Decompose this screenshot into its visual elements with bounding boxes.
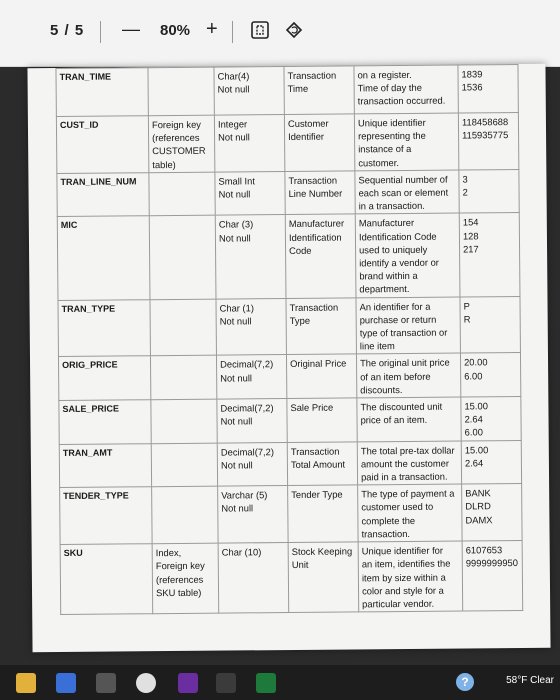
field-name-cell xyxy=(56,68,148,117)
cell-line: Index, xyxy=(155,547,182,559)
field-name: TRAN_TYPE xyxy=(61,303,116,314)
display-name-cell xyxy=(287,442,357,486)
type-cell xyxy=(216,298,286,355)
display-name-cell xyxy=(285,214,356,298)
app-icon[interactable] xyxy=(216,673,236,693)
cell-line: Identifier xyxy=(288,130,325,143)
cell-line: The original unit price xyxy=(360,357,450,369)
display-name-cell xyxy=(288,542,359,613)
cell-line: Integer xyxy=(217,118,248,130)
type-cell xyxy=(215,215,286,299)
cell-line: 20.00 xyxy=(463,356,488,368)
example-cell xyxy=(462,541,523,612)
cell-line: complete the xyxy=(361,514,416,527)
cell-line: Not null xyxy=(218,231,251,244)
cell-line: 2.64 xyxy=(464,457,484,469)
table-row xyxy=(59,440,521,488)
cell-line: Not null xyxy=(218,188,251,200)
cell-line: brand within a xyxy=(359,270,418,282)
cell-line: (references xyxy=(152,131,200,144)
example-cell xyxy=(460,353,520,397)
cell-line: Not null xyxy=(221,502,254,515)
type-cell xyxy=(214,115,284,172)
cell-line: Decimal(7,2) xyxy=(220,402,274,414)
cell-line: P xyxy=(463,300,470,312)
table-row xyxy=(60,484,522,545)
cell-line: Foreign key xyxy=(155,560,205,572)
key-cell xyxy=(149,172,215,216)
description-cell xyxy=(356,353,460,398)
table-row xyxy=(56,112,518,173)
data-dictionary-table xyxy=(55,64,523,615)
cell-line: item by size within a xyxy=(361,571,446,583)
example-cell xyxy=(460,296,520,353)
cell-line: 2.64 xyxy=(464,413,483,425)
cell-line: Manufacturer xyxy=(288,217,345,230)
table-row xyxy=(60,541,523,615)
type-cell xyxy=(218,543,289,614)
zoom-out-button[interactable]: — xyxy=(122,19,140,39)
cell-line: identify a vendor or xyxy=(359,256,439,269)
type-cell xyxy=(217,442,287,486)
cell-line: in a transaction. xyxy=(358,200,425,212)
cell-line: R xyxy=(463,313,471,325)
cell-line: 6107653 xyxy=(465,544,503,556)
rotate-icon[interactable] xyxy=(284,20,304,40)
chrome-icon[interactable] xyxy=(136,673,156,693)
type-cell xyxy=(214,67,284,116)
field-name: CUST_ID xyxy=(59,119,99,130)
cell-line: The discounted unit xyxy=(360,400,443,413)
key-cell xyxy=(148,115,214,172)
cell-line: purchase or return xyxy=(359,313,437,326)
cell-line: Not null xyxy=(220,371,253,384)
cell-line: 9999999950 xyxy=(465,557,518,569)
cell-line: Unique identifier xyxy=(357,116,426,129)
key-cell xyxy=(150,299,216,356)
display-name-cell xyxy=(286,298,356,355)
cell-line: 15.00 xyxy=(464,400,488,412)
field-name: TRAN_LINE_NUM xyxy=(60,176,137,187)
cell-line: Not null xyxy=(220,415,253,427)
cell-line: 3 xyxy=(462,173,468,185)
cell-line: Transaction xyxy=(288,174,338,186)
display-name-cell xyxy=(284,66,354,115)
cell-line: Transaction xyxy=(287,69,337,82)
table-row xyxy=(57,213,520,300)
example-cell xyxy=(461,397,521,441)
key-cell xyxy=(152,543,219,614)
cell-line: CUSTOMER xyxy=(152,145,206,157)
cell-line: 6.00 xyxy=(464,369,483,382)
cell-line: Char (10) xyxy=(221,546,262,558)
example-cell xyxy=(462,484,522,541)
display-name-cell xyxy=(285,171,355,215)
pdf-toolbar xyxy=(0,0,560,67)
example-cell xyxy=(458,112,518,169)
cell-line: Foreign key xyxy=(151,118,201,131)
cell-line: particular vendor. xyxy=(362,597,435,610)
field-name: MIC xyxy=(60,220,78,231)
cell-line: DLRD xyxy=(465,500,491,512)
cell-line: Identification xyxy=(288,231,342,243)
taskbar xyxy=(0,665,560,700)
cell-line: Code xyxy=(289,244,312,256)
display-name-cell xyxy=(286,354,356,398)
cell-line: 217 xyxy=(463,243,479,255)
field-name: TRAN_TIME xyxy=(59,71,112,82)
cell-line: Unique identifier for xyxy=(361,544,444,557)
description-cell xyxy=(356,297,460,355)
cell-line: Decimal(7,2) xyxy=(220,358,274,371)
field-name-cell xyxy=(58,299,150,357)
cell-line: Manufacturer xyxy=(358,217,415,229)
cell-line: department. xyxy=(359,283,410,295)
cell-line: 118458688 xyxy=(461,116,509,128)
key-cell xyxy=(149,216,216,300)
mail-icon[interactable] xyxy=(96,673,116,693)
cell-line: 1536 xyxy=(461,81,483,93)
cell-line: Unit xyxy=(291,559,309,571)
cell-line: used to uniquely xyxy=(359,243,428,256)
description-cell xyxy=(355,213,460,297)
table-row xyxy=(58,353,520,401)
cell-line: price of an item. xyxy=(360,414,428,426)
field-name-cell xyxy=(60,487,152,545)
cell-line: 2 xyxy=(462,186,468,198)
cell-line: Transaction xyxy=(289,301,339,313)
description-cell xyxy=(357,397,461,442)
cell-line: Char (1) xyxy=(219,301,254,314)
cell-line: transaction. xyxy=(361,527,411,540)
cell-line: Line Number xyxy=(288,187,343,200)
cell-line: (references xyxy=(155,573,204,585)
zoom-in-button[interactable]: + xyxy=(206,18,218,40)
cell-line: Not null xyxy=(220,459,253,471)
display-name-cell xyxy=(284,114,354,171)
cell-line: Not null xyxy=(218,131,250,143)
table-row xyxy=(59,397,521,445)
cell-line: discounts. xyxy=(360,383,403,396)
description-cell xyxy=(355,170,459,215)
cell-line: on a register. xyxy=(357,68,412,81)
field-name: TRAN_AMT xyxy=(62,447,113,458)
field-name-cell xyxy=(58,356,150,400)
document-page xyxy=(27,64,550,652)
weather-label: 58°F Clear xyxy=(506,675,554,686)
excel-icon[interactable] xyxy=(256,673,276,693)
type-cell xyxy=(215,171,285,215)
table-row xyxy=(58,296,520,357)
cell-line: 154 xyxy=(462,216,479,228)
cell-line: an item, identifies the xyxy=(361,557,451,570)
cell-line: Original Price xyxy=(290,357,347,370)
field-name-cell xyxy=(60,544,153,615)
store-icon[interactable] xyxy=(56,673,76,693)
cell-line: Tender Type xyxy=(291,488,343,501)
example-cell xyxy=(459,169,519,213)
cell-line: Time xyxy=(287,83,309,95)
field-name-cell xyxy=(57,173,149,217)
cell-line: representing the xyxy=(358,130,426,142)
cell-line: instance of a xyxy=(358,143,412,155)
description-cell xyxy=(357,441,461,486)
cell-line: Sequential number of xyxy=(358,173,448,186)
cell-line: An identifier for a xyxy=(359,300,431,313)
cell-line: transaction occurred. xyxy=(357,95,446,107)
toolbar-divider xyxy=(232,21,233,43)
field-name-cell xyxy=(57,216,150,300)
field-name-cell xyxy=(56,116,148,174)
type-cell xyxy=(216,355,286,399)
key-cell xyxy=(151,399,217,443)
description-cell xyxy=(354,65,458,114)
field-name: ORIG_PRICE xyxy=(62,359,118,371)
key-cell xyxy=(148,67,214,116)
cell-line: customer. xyxy=(358,156,399,168)
key-cell xyxy=(151,443,217,487)
cell-line: table) xyxy=(152,158,176,170)
cell-line: line item xyxy=(359,340,395,352)
cell-line: 128 xyxy=(462,229,479,242)
cell-line: customer used to xyxy=(361,501,434,513)
cell-line: amount the customer xyxy=(360,457,450,470)
cell-line: Total Amount xyxy=(290,458,346,470)
cell-line: Sale Price xyxy=(290,401,334,414)
cell-line: color and style for a xyxy=(361,584,444,597)
cell-line: type of transaction or xyxy=(359,326,448,339)
type-cell xyxy=(217,399,287,443)
cell-line: of an item before xyxy=(360,370,431,383)
toolbar-divider xyxy=(100,21,101,43)
cell-line: Customer xyxy=(287,117,329,129)
cell-line: Not null xyxy=(217,83,250,95)
cell-line: 1839 xyxy=(461,68,483,80)
key-cell xyxy=(150,356,216,400)
field-name: SALE_PRICE xyxy=(62,403,119,415)
cell-line: Varchar (5) xyxy=(221,489,268,501)
cell-line: The total pre-tax dollar xyxy=(360,444,455,457)
cell-line: 115935775 xyxy=(462,129,509,141)
cell-line: each scan or element xyxy=(358,186,449,199)
display-name-cell xyxy=(287,398,357,442)
field-name-cell xyxy=(59,443,151,487)
cell-line: Char (3) xyxy=(218,218,254,231)
cell-line: Not null xyxy=(219,315,252,327)
help-icon[interactable]: ? xyxy=(456,673,474,691)
cell-line: 6.00 xyxy=(464,426,483,438)
display-name-cell xyxy=(288,485,358,542)
description-cell xyxy=(358,541,463,612)
cell-line: paid in a transaction. xyxy=(360,470,448,483)
example-cell xyxy=(459,213,520,297)
description-cell xyxy=(354,113,458,171)
example-cell xyxy=(458,64,518,113)
app-icon[interactable] xyxy=(178,673,198,693)
cell-line: BANK xyxy=(465,487,491,499)
zoom-level[interactable]: 80% xyxy=(160,22,191,39)
cell-line: Transaction xyxy=(290,445,340,457)
field-name-cell xyxy=(59,400,151,444)
cell-line: SKU table) xyxy=(155,586,202,598)
example-cell xyxy=(461,440,521,484)
type-cell xyxy=(218,486,288,543)
cell-line: 15.00 xyxy=(464,443,489,456)
cell-line: Time of day the xyxy=(357,82,422,94)
page-indicator[interactable]: 5 / 5 xyxy=(50,22,85,39)
cell-line: DAMX xyxy=(465,513,493,526)
field-name: SKU xyxy=(63,547,83,559)
cell-line: Decimal(7,2) xyxy=(220,445,275,458)
fit-page-icon[interactable] xyxy=(250,20,270,40)
key-cell xyxy=(152,486,218,543)
cell-line: Stock Keeping xyxy=(291,545,353,558)
cell-line: Type xyxy=(289,314,311,326)
cell-line: Small Int xyxy=(218,175,255,187)
description-cell xyxy=(358,484,462,542)
table-row xyxy=(57,169,519,217)
cell-line: Identification Code xyxy=(358,230,437,243)
cell-line: The type of payment a xyxy=(361,487,455,500)
table-row xyxy=(56,64,518,116)
cell-line: Char(4) xyxy=(217,70,250,82)
file-explorer-icon[interactable] xyxy=(16,673,36,693)
field-name: TENDER_TYPE xyxy=(63,490,129,502)
